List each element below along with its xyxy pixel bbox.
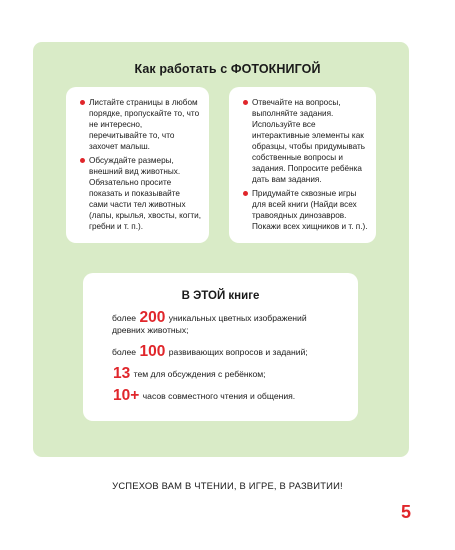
red-bullet-icon xyxy=(243,100,248,105)
footer-slogan: УСПЕХОВ ВАМ В ЧТЕНИИ, В ИГРЕ, В РАЗВИТИИ! xyxy=(112,480,343,491)
tips-card-right xyxy=(229,87,376,243)
tip-text: Листайте страницы в любом порядке, пропускайте то, что не интересно, перечитывайте то, что захочет малыш. xyxy=(89,98,200,151)
red-bullet-icon xyxy=(243,191,248,196)
tip-item xyxy=(243,97,368,185)
stat-suffix: часов совместного чтения и общения. xyxy=(140,391,296,401)
stat-questions xyxy=(112,343,308,360)
stat-number: 10+ xyxy=(113,387,140,404)
stat-suffix: уникальных цветных изображений xyxy=(166,313,307,323)
red-bullet-icon xyxy=(80,100,85,105)
panel-title: Как работать с ФОТОКНИГОЙ xyxy=(134,62,321,76)
stat-topics xyxy=(112,365,266,382)
tips-card-left xyxy=(66,87,209,243)
red-bullet-icon xyxy=(80,158,85,163)
stat-suffix: тем для обсуждения с ребёнком; xyxy=(131,369,266,379)
stat-line2: древних животных; xyxy=(112,325,189,335)
stat-hours xyxy=(112,387,296,404)
book-stats-card xyxy=(83,273,358,421)
stat-number: 100 xyxy=(139,343,166,360)
tip-text: Отвечайте на вопросы, выполняйте задания. Используйте все интерактивные элементы как образцы, чтобы придумывать собственные вопросы и задания. Попросите ребёнка дать вам задания. xyxy=(252,98,365,184)
tips-list-right xyxy=(229,87,376,232)
tips-list-left xyxy=(66,87,209,232)
stat-prefix: более xyxy=(112,313,139,323)
book-stats-title: В ЭТОЙ книге xyxy=(181,290,260,302)
stat-prefix: более xyxy=(112,347,139,357)
stat-suffix: развивающих вопросов и заданий; xyxy=(166,347,308,357)
stat-number: 200 xyxy=(139,309,166,326)
stat-images xyxy=(112,309,307,336)
tip-text: Придумайте сквозные игры для всей книги (Найди всех травоядных динозавров. Покажи всех хищников и т. п.). xyxy=(252,189,368,231)
tip-text: Обсуждайте размеры, внешний вид животных. Обязательно просите показать и показывайте сами части тел животных (лапы, крылья, хвосты, когти, гребни и т. п.). xyxy=(89,156,201,231)
tip-item xyxy=(80,97,201,152)
tip-item xyxy=(80,155,201,232)
page-number: 5 xyxy=(400,502,411,522)
tip-item xyxy=(243,188,368,232)
stat-number: 13 xyxy=(113,365,131,382)
